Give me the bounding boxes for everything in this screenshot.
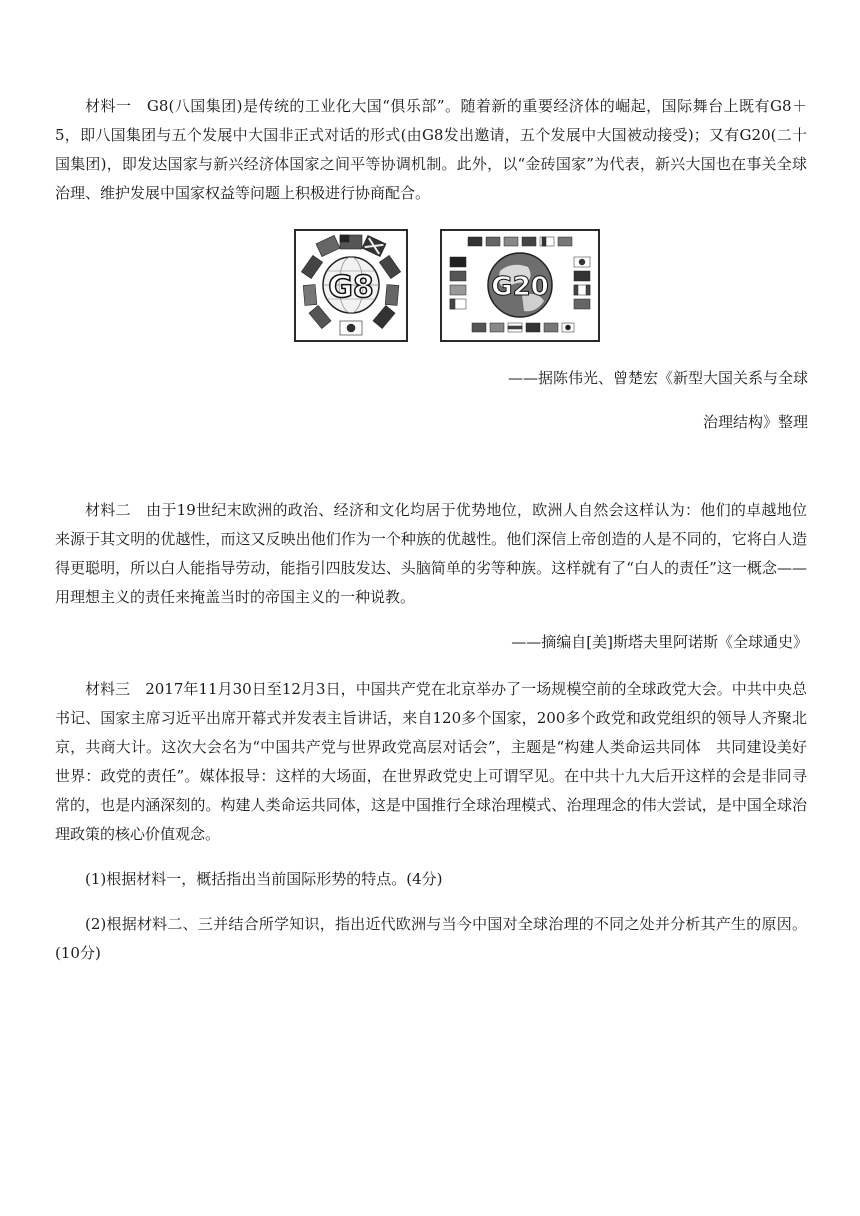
g8-logo-text: G8 <box>328 270 374 305</box>
material-3-paragraph <box>55 675 807 849</box>
material-1-source-line-1: ——据陈伟光、曾楚宏《新型大国关系与全球 <box>507 369 808 387</box>
g8-summit-logo-image <box>294 229 408 342</box>
material-2-paragraph <box>55 496 807 612</box>
question-1: (1)根据材料一，概括指出当前国际形势的特点。(4分) <box>85 870 443 888</box>
question-2: (2)根据材料二、三并结合所学知识，指出近代欧洲与当今中国对全球治理的不同之处并分析其产生的原因。(10分) <box>55 915 807 962</box>
g20-logo-text: G20 <box>491 272 549 302</box>
material-1-source-line-2: 治理结构》整理 <box>702 413 808 431</box>
material-2-text: 由于19世纪末欧洲的政治、经济和文化均居于优势地位，欧洲人自然会这样认为：他们的卓越地位来源于其文明的优越性，而这又反映出他们作为一个种族的优越性。他们深信上帝创造的人是不同的，它将白人造得更聪明，所以白人能指导劳动，能指引四肢发达、头脑简单的劣等种族。这样就有了“白人的责任”这一概念——用理想主义的责任来掩盖当时的帝国主义的一种说教。 <box>55 501 807 606</box>
material-1-text: G8(八国集团)是传统的工业化大国“俱乐部”。随着新的重要经济体的崛起，国际舞台上既有G8＋5，即八国集团与五个发展中大国非正式对话的形式(由G8发出邀请，五个发展中大国被动接受)；又有G20(二十国集团)，即发达国家与新兴经济体国家之间平等协调机制。此外，以“金砖国家”为代表，新兴大国也在事关全球治理、维护发展中国家权益等问题上积极进行协商配合。 <box>55 97 807 202</box>
material-2-source: ——摘编自[美]斯塔夫里阿诺斯《全球通史》 <box>511 633 808 651</box>
g20-summit-logo-image <box>440 229 600 342</box>
material-3-text: 2017年11月30日至12月3日，中国共产党在北京举办了一场规模空前的全球政党大会。中共中央总书记、国家主席习近平出席开幕式并发表主旨讲话，来自120多个国家，200多个政党和政党组织的领导人齐聚北京，共商大计。这次大会名为“中国共产党与世界政党高层对话会”，主题是“构建人类命运共同体 共同建设美好世界：政党的责任”。媒体报导：这样的大场面，在世界政党史上可谓罕见。在中共十九大后开这样的会是非同寻常的，也是内涵深刻的。构建人类命运共同体，这是中国推行全球治理模式、治理理念的伟大尝试，是中国全球治理政策的核心价值观念。 <box>55 680 807 843</box>
material-1-paragraph <box>55 92 807 208</box>
material-2-label: 材料二 <box>85 501 131 519</box>
material-3-label: 材料三 <box>85 680 131 698</box>
material-1-label: 材料一 <box>85 97 132 115</box>
